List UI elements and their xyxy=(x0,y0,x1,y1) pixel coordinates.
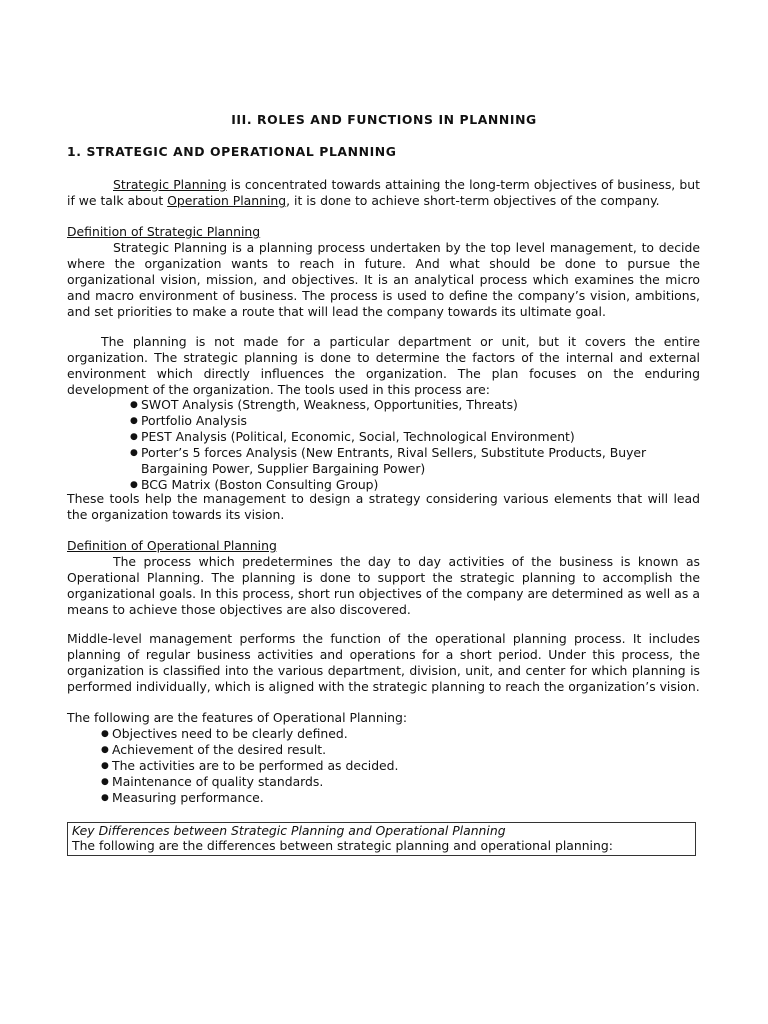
operational-definition-heading xyxy=(67,538,700,554)
strategic-heading-text: Definition of Strategic Planning xyxy=(67,224,261,239)
operation-planning-link[interactable]: Operation Planning xyxy=(167,193,287,208)
list-item: ● Porter’s 5 forces Analysis (New Entrants, Rival Sellers, Substitute Products, Buyer Bargaining Power, Supplier Bargaining Power) xyxy=(67,445,700,477)
operational-paragraph-2 xyxy=(67,631,700,695)
differences-text: The following are the differences between strategic planning and operational planning: xyxy=(72,838,613,853)
document-title: III. ROLES AND FUNCTIONS IN PLANNING xyxy=(231,112,537,127)
list-item: ● Measuring performance. xyxy=(67,790,700,806)
strategic-para1-text: Strategic Planning is a planning process undertaken by the top level management, to decide where the organization wants to reach in future. And what should be done to pursue the organizational vision, mission, and objectives. It is an analytical process which examines the micro and macro environment of business. The process is used to define the company’s vision, ambitions, and set priorities to make a route that will lead the company towards its ultimate goal. xyxy=(67,240,700,319)
strategic-paragraph-3 xyxy=(67,491,700,523)
list-item: ● Portfolio Analysis xyxy=(67,413,700,429)
strategic-planning-link[interactable]: Strategic Planning xyxy=(113,177,227,192)
list-item: ● PEST Analysis (Political, Economic, Social, Technological Environment) xyxy=(67,429,700,445)
section-heading: 1. STRATEGIC AND OPERATIONAL PLANNING xyxy=(67,144,397,159)
operational-heading-text: Definition of Operational Planning xyxy=(67,538,277,553)
list-item: ● SWOT Analysis (Strength, Weakness, Opportunities, Threats) xyxy=(67,397,700,413)
strategic-paragraph-2 xyxy=(67,334,700,398)
operational-para2-text: Middle-level management performs the function of the operational planning process. It includes planning of regular business activities and operations for a short period. Under this process, the organization is classified into the various department, division, unit, and center for which planning is performed individually, which is aligned with the strategic planning to reach the organization’s vision. xyxy=(67,631,700,694)
differences-box xyxy=(67,822,696,856)
intro-paragraph xyxy=(67,177,700,209)
strategic-para2-text: The planning is not made for a particular department or unit, but it covers the entire organization. The strategic planning is done to determine the factors of the internal and external environment which directly influences the organization. The plan focuses on the enduring development of the organization. The tools used in this process are: xyxy=(67,334,700,397)
operational-paragraph-1 xyxy=(67,554,700,618)
list-item: ● Achievement of the desired result. xyxy=(67,742,700,758)
list-item: ● Maintenance of quality standards. xyxy=(67,774,700,790)
intro-text-2: , it is done to achieve short-term objectives of the company. xyxy=(286,193,660,208)
differences-caption: Key Differences between Strategic Planning and Operational Planning xyxy=(72,823,506,838)
strategic-para3-text: These tools help the management to design a strategy considering various elements that will lead the organization towards its vision. xyxy=(67,491,700,522)
features-list xyxy=(67,726,700,806)
strategic-paragraph-1 xyxy=(67,240,700,320)
operational-para1-text: The process which predetermines the day to day activities of the business is known as Operational Planning. The planning is done to support the strategic planning to accomplish the organizational goals. In this process, short run objectives of the company are determined as well as a means to achieve those objectives are also discovered. xyxy=(67,554,700,617)
list-item: ● Objectives need to be clearly defined. xyxy=(67,726,700,742)
features-intro-text: The following are the features of Operational Planning: xyxy=(67,710,408,725)
features-intro xyxy=(67,710,700,726)
strategic-definition-heading xyxy=(67,224,700,240)
tools-list xyxy=(67,397,700,493)
list-item: ● The activities are to be performed as decided. xyxy=(67,758,700,774)
intro-text-1: is concentrated towards attaining the long-term objectives of business, but if we talk about xyxy=(67,177,700,208)
list-item: ● BCG Matrix (Boston Consulting Group) xyxy=(67,477,700,493)
